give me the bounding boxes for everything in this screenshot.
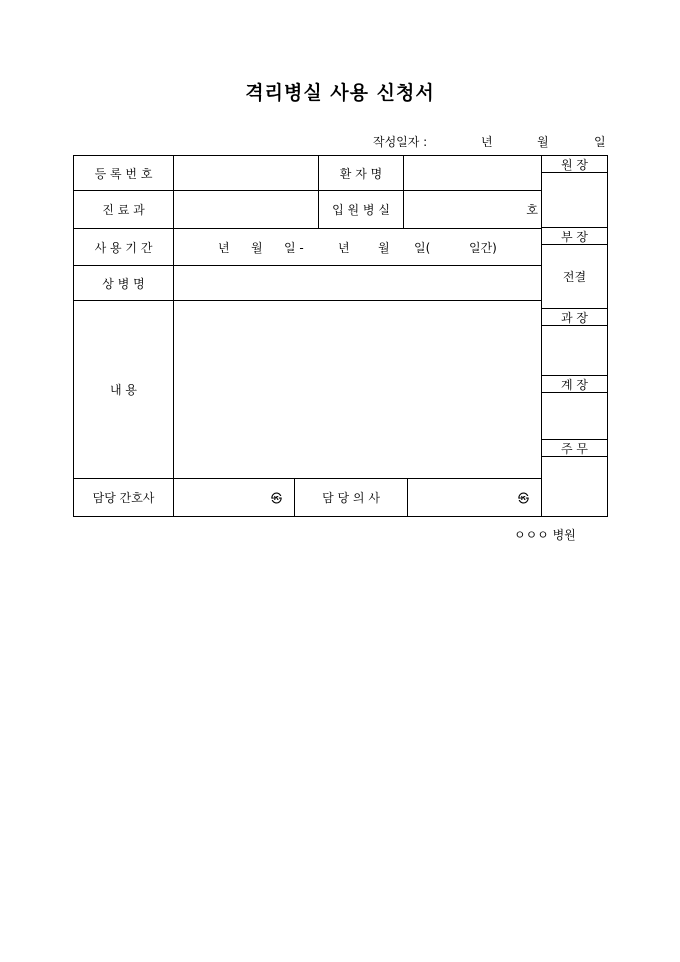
nurse-label: 담당 간호사 [92,491,155,505]
table-border-bottom [73,516,607,517]
period-day-unit-2: 일( [414,240,431,255]
content-field[interactable] [174,301,541,478]
patient-name-label: 환 자 명 [339,166,383,181]
date-label: 작성일자 : [373,135,428,149]
approval-section-sign[interactable] [542,326,607,375]
room-suffix: 호 [526,203,538,217]
department-label: 진 료 과 [102,203,145,217]
approval-group-label: 전결 [562,270,587,284]
document-title: 격리병실 사용 신청서 [245,82,435,104]
reg-no-label: 등 록 번 호 [94,166,153,181]
reg-no-field[interactable] [174,156,318,190]
period-label: 사 용 기 간 [94,240,153,255]
approval-staff-label: 주 무 [561,441,588,456]
approval-staff-sign[interactable] [542,457,607,516]
period-month-unit-2: 월 [378,240,390,255]
period-year-unit-2: 년 [338,240,350,255]
nurse-field[interactable] [174,479,294,516]
doctor-seal-icon: ㉿ [518,491,529,505]
date-month-unit: 월 [537,135,549,149]
approval-director-label: 원 장 [561,157,588,172]
period-day-unit: 일 - [284,240,304,255]
ward-field[interactable] [404,191,541,228]
ward-label: 입 원 병 실 [332,203,390,217]
doctor-label: 담 당 의 사 [322,491,380,505]
approval-team-sign[interactable] [542,393,607,439]
nurse-seal-icon: ㉿ [271,491,282,505]
table-border-right [607,155,608,517]
date-year-unit: 년 [481,135,493,149]
period-month-unit: 월 [251,240,263,255]
doctor-field[interactable] [408,479,541,516]
approval-section-label: 과 장 [561,310,588,325]
period-days-unit: 일간) [469,240,497,255]
period-year-unit: 년 [218,240,230,255]
hospital-name: ㅇㅇㅇ 병원 [514,528,576,542]
content-label: 내 용 [110,383,137,397]
period-field[interactable] [174,229,541,265]
date-day-unit: 일 [594,135,606,149]
patient-name-field[interactable] [404,156,541,190]
approval-vice-label: 부 장 [561,229,588,244]
diagnosis-label: 상 병 명 [102,276,145,291]
approval-director-sign[interactable] [542,173,607,227]
diagnosis-field[interactable] [174,266,541,300]
department-field[interactable] [174,191,318,228]
approval-team-label: 계 장 [561,377,588,392]
